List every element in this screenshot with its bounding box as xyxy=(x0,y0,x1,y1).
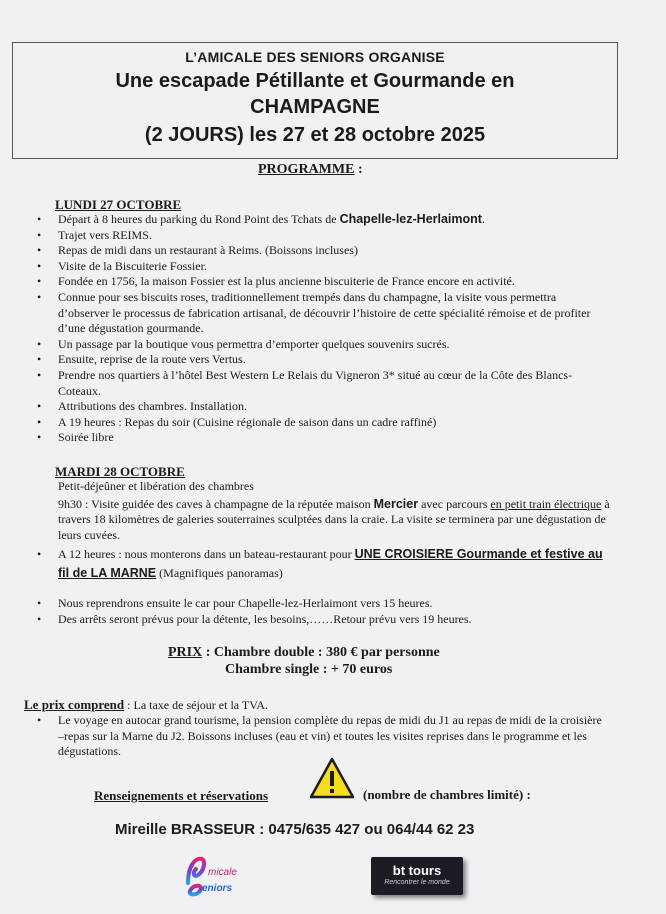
list-item: • A 12 heures : nous monterons dans un bateau-restaurant pour UNE CROISIERE Gourmande et festive au fil de LA MARNE (Magnifiques panoramas) xyxy=(36,545,610,583)
svg-text:eniors: eniors xyxy=(202,883,233,894)
price-double: : Chambre double : 380 € par personne xyxy=(202,645,440,660)
svg-text:micale: micale xyxy=(208,867,237,878)
list-item: • A 19 heures : Repas du soir (Cuisine régionale de saison dans un cadre raffiné) xyxy=(36,415,610,431)
rooms-limited-note: (nombre de chambres limité) : xyxy=(363,787,531,802)
list-item: • Des arrêts seront prévus pour la détente, les besoins,……Retour prévu vers 19 heures. xyxy=(36,612,610,628)
list-item: • Prendre nos quartiers à l’hôtel Best Western Le Relais du Vigneron 3* situé au cœur de la Côte des Blancs-Coteaux. xyxy=(36,368,610,399)
price-single: Chambre single : + 70 euros xyxy=(225,662,393,677)
list-item: • Trajet vers REIMS. xyxy=(36,228,610,244)
day1-list xyxy=(36,212,610,446)
price-includes-list xyxy=(36,713,610,760)
day2-return-list xyxy=(36,596,610,627)
list-item: • Connue pour ses biscuits roses, traditionnellement trempés dans du champagne, la visite vous permettra d’observer le processus de fabrication artisanal, de découvrir l’histoire de cette spécialité rémoise et de profiter d’une dégustation gourmande. xyxy=(36,290,610,337)
day2-list xyxy=(36,479,610,583)
day1-heading: LUNDI 27 OCTOBRE xyxy=(55,197,182,212)
programme-label: PROGRAMME xyxy=(258,162,355,177)
list-item: • Nous reprendrons ensuite le car pour Chapelle-lez-Herlaimont vers 15 heures. xyxy=(36,596,610,612)
amicale-seniors-logo xyxy=(184,853,254,897)
price-includes-label: Le prix comprend xyxy=(24,697,125,712)
price-includes xyxy=(24,697,268,713)
title-line-1: Une escapade Pétillante et Gourmande en xyxy=(115,70,515,92)
price-includes-text: : La taxe de séjour et la TVA. xyxy=(124,698,269,712)
list-item: • Fondée en 1756, la maison Fossier est la plus ancienne biscuiterie de France encore en activité. xyxy=(36,274,610,290)
organizer-line: L’AMICALE DES SENIORS ORGANISE xyxy=(185,49,445,65)
list-item: Petit-déjeûner et libération des chambres xyxy=(58,479,254,493)
header-box xyxy=(12,42,618,159)
reservations-label: Renseignements et réservations xyxy=(94,788,269,803)
list-item: • Soirée libre xyxy=(36,430,610,446)
bt-tours-tagline: Rencontrer le monde xyxy=(384,879,450,886)
programme-suffix: : xyxy=(354,162,363,177)
list-item: 9h30 : Visite guidée des caves à champagne de la réputée maison Mercier avec parcours en petit train électrique à travers 18 kilomètres de galeries souterraines sculptées dans la craie. La visite se terminera par une dégustation de leurs cuvées. xyxy=(58,496,610,542)
price-block xyxy=(168,644,440,678)
list-item: • Le voyage en autocar grand tourisme, la pension complète du repas de midi du J1 au repas de midi de la croisière –repas sur la Marne du J2. Boissons incluses (eau et vin) et toutes les visites reprises dans le programme et les dégustations. xyxy=(36,713,610,760)
contact-line: Mireille BRASSEUR : 0475/635 427 ou 064/44 62 23 xyxy=(115,821,475,838)
title-line-2: CHAMPAGNE xyxy=(250,96,380,118)
day2-heading: MARDI 28 OCTOBRE xyxy=(55,464,185,479)
list-item: • Départ à 8 heures du parking du Rond Point des Tchats de Chapelle-lez-Herlaimont. xyxy=(36,212,610,228)
list-item: • Visite de la Biscuiterie Fossier. xyxy=(36,259,610,275)
warning-triangle-icon xyxy=(309,757,355,799)
price-label: PRIX xyxy=(168,645,203,660)
list-item: • Ensuite, reprise de la route vers Vertus. xyxy=(36,352,610,368)
bt-tours-title: bt tours xyxy=(392,863,442,878)
list-item: • Attributions des chambres. Installation. xyxy=(36,399,610,415)
bt-tours-logo xyxy=(371,857,463,895)
title-line-3: (2 JOURS) les 27 et 28 octobre 2025 xyxy=(144,124,486,146)
programme-heading xyxy=(258,162,363,178)
list-item: • Un passage par la boutique vous permettra d’emporter quelques souvenirs sucrés. xyxy=(36,337,610,353)
list-item: • Repas de midi dans un restaurant à Reims. (Boissons incluses) xyxy=(36,243,610,259)
